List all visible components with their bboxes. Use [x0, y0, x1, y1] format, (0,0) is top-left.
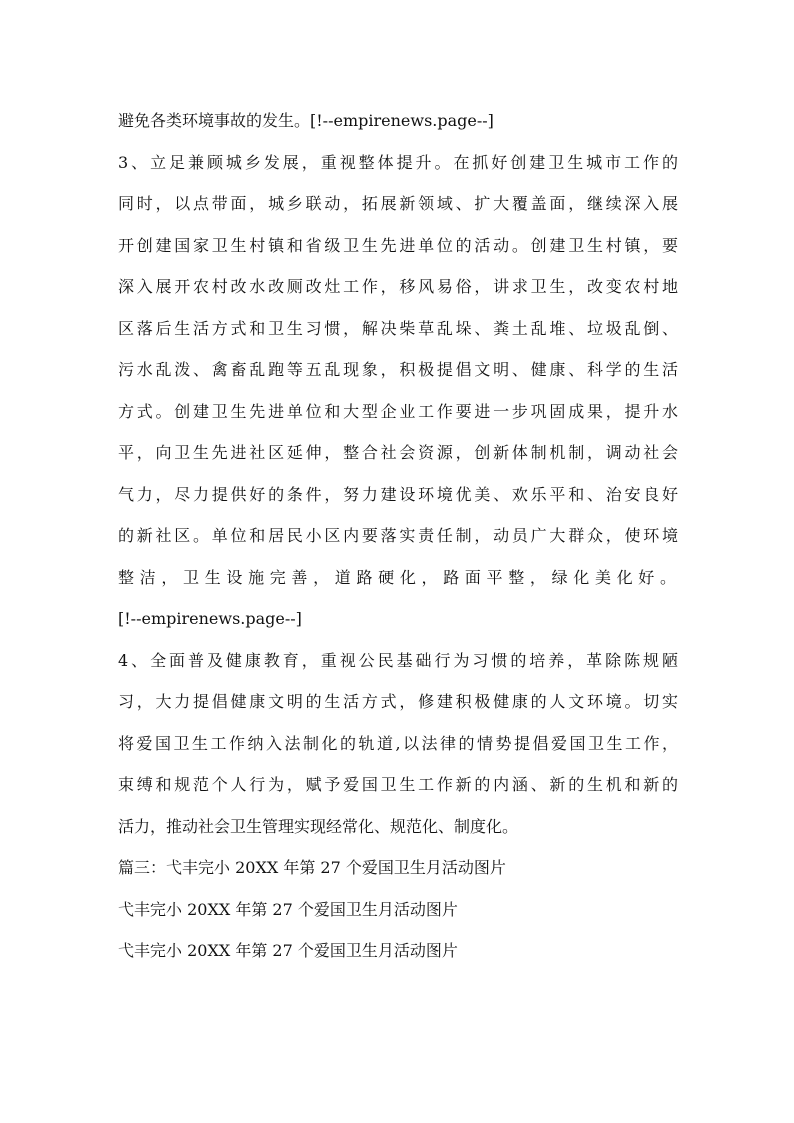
paragraph-3-line: 同时，以点带面，城乡联动，拓展新领域、扩大覆盖面，继续深入展 — [118, 194, 678, 213]
subheading-line: 弋丰完小 20XX 年第 27 个爱国卫生月活动图片 — [118, 941, 458, 960]
paragraph-3-line: 污水乱泼、禽畜乱跑等五乱现象，积极提倡文明、健康、科学的生活 — [118, 360, 678, 379]
text-line: 避免各类环境事故的发生。[!--empirenews.page--] — [118, 111, 494, 130]
paragraph-4-line: 4、全面普及健康教育，重视公民基础行为习惯的培养，革除陈规陋 — [118, 650, 678, 670]
paragraph-3-line: 3、立足兼顾城乡发展，重视整体提升。在抓好创建卫生城市工作的 — [118, 152, 678, 172]
section-heading: 篇三：弋丰完小 20XX 年第 27 个爱国卫生月活动图片 — [118, 858, 506, 877]
paragraph-3-line: 平，向卫生先进社区延伸，整合社会资源，创新体制机制，调动社会 — [118, 443, 678, 462]
paragraph-3-line: 开创建国家卫生村镇和省级卫生先进单位的活动。创建卫生村镇，要 — [118, 235, 678, 255]
paragraph-4-line: 习，大力提倡健康文明的生活方式，修建积极健康的人文环境。切实 — [118, 692, 678, 711]
paragraph-4-line: 束缚和规范个人行为，赋予爱国卫生工作新的内涵、新的生机和新的 — [118, 775, 678, 794]
paragraph-3-line: 区落后生活方式和卫生习惯，解决柴草乱垛、粪土乱堆、垃圾乱倒、 — [118, 318, 678, 338]
paragraph-4-line: 活力，推动社会卫生管理实现经常化、规范化、制度化。 — [118, 816, 519, 836]
paragraph-3-line: 气力，尽力提供好的条件，努力建设环境优美、欢乐平和、治安良好 — [118, 484, 678, 504]
paragraph-3-line: 的新社区。单位和居民小区内要落实责任制，动员广大群众，使环境 — [118, 526, 678, 545]
paragraph-3-line: 方式。创建卫生先进单位和大型企业工作要进一步巩固成果，提升水 — [118, 401, 678, 421]
document-body — [118, 100, 678, 972]
subheading-line: 弋丰完小 20XX 年第 27 个爱国卫生月活动图片 — [118, 899, 458, 919]
paragraph-3-line: 整洁，卫生设施完善，道路硬化，路面平整，绿化美化好。 — [118, 567, 678, 587]
paragraph-3-line: 深入展开农村改水改厕改灶工作，移风易俗，讲求卫生，改变农村地 — [118, 277, 678, 296]
paragraph-4-line: 将爱国卫生工作纳入法制化的轨道,以法律的情势提倡爱国卫生工作， — [118, 733, 678, 753]
page-marker: [!--empirenews.page--] — [118, 609, 302, 628]
